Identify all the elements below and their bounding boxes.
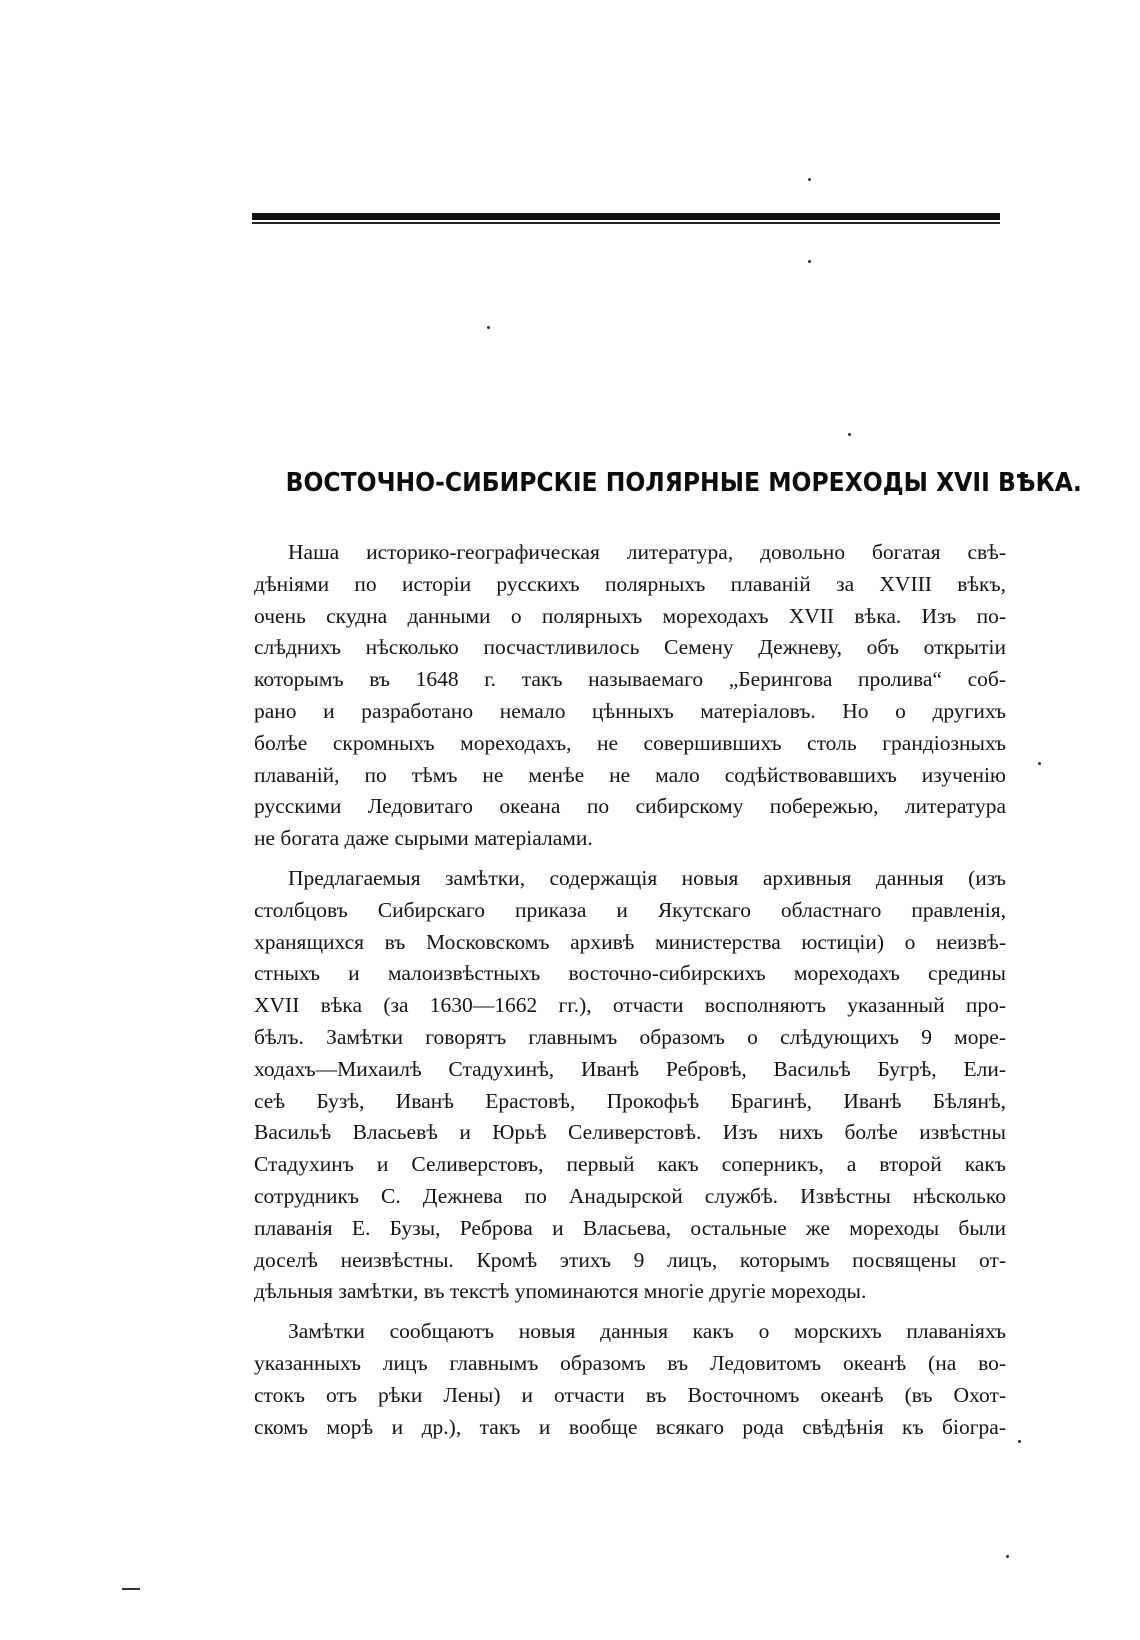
text-line: скомъ морѣ и др.), такъ и вообще всякаго рода свѣдѣнія къ біогра- <box>254 1414 1006 1439</box>
text-line: слѣднихъ нѣсколько посчастливилось Семену Дежневу, объ открытіи <box>254 635 1006 660</box>
text-line: Предлагаемыя замѣтки, содержащія новыя архивныя данныя (изъ <box>288 865 1006 890</box>
scan-speck <box>848 433 851 436</box>
text-line: Замѣтки сообщаютъ новыя данныя какъ о морскихъ плаваніяхъ <box>288 1319 1006 1344</box>
text-line: дѣльныя замѣтки, въ текстѣ упоминаются многіе другіе мореходы. <box>254 1279 867 1304</box>
text-line: указанныхъ лицъ главнымъ образомъ въ Ледовитомъ океанѣ (на во- <box>254 1350 1006 1375</box>
text-line: ходахъ—Михаилѣ Стадухинѣ, Иванѣ Ребровѣ, Васильѣ Бугрѣ, Ели- <box>254 1056 1006 1081</box>
text-line: XVII вѣка (за 1630—1662 гг.), отчасти восполняютъ указанный про- <box>254 993 1006 1018</box>
text-line: Стадухинъ и Селиверстовъ, первый какъ соперникъ, а второй какъ <box>254 1152 1006 1177</box>
text-line: Наша историко-географическая литература, довольно богатая свѣ- <box>288 540 1006 564</box>
text-line: дѣніями по исторіи русскихъ полярныхъ плаваній за XVIII вѣкъ, <box>254 571 1006 596</box>
scan-speck <box>808 178 811 181</box>
header-rule-thick <box>252 213 1000 220</box>
header-rule-thin <box>252 222 1000 224</box>
scan-speck <box>1018 1440 1021 1443</box>
text-line: бѣлъ. Замѣтки говорятъ главнымъ образомъ о слѣдующихъ 9 море- <box>254 1024 1006 1049</box>
text-line: рано и разработано немало цѣнныхъ матеріаловъ. Но о другихъ <box>254 698 1006 723</box>
text-line: русскими Ледовитаго океана по сибирскому побережью, литература <box>254 794 1006 819</box>
text-line: очень скудна данными о полярныхъ мореходахъ XVII вѣка. Изъ по- <box>254 603 1006 628</box>
margin-mark <box>122 1588 140 1590</box>
text-line: сотрудникъ С. Дежнева по Анадырской службѣ. Извѣстны нѣсколько <box>254 1183 1006 1208</box>
text-line: Васильѣ Власьевѣ и Юрьѣ Селиверстовѣ. Изъ нихъ болѣе извѣстны <box>254 1120 1006 1145</box>
paragraph <box>254 1316 1006 1443</box>
text-line: стокъ отъ рѣки Лены) и отчасти въ Восточномъ океанѣ (въ Охот- <box>254 1382 1006 1407</box>
scan-speck <box>1038 762 1041 765</box>
text-line: болѣе скромныхъ мореходахъ, не совершившихъ столь грандіозныхъ <box>254 730 1006 755</box>
text-line: хранящихся въ Московскомъ архивѣ министерства юстиціи) о неизвѣ- <box>254 929 1006 954</box>
paragraph <box>254 537 1006 855</box>
scan-speck <box>487 326 490 329</box>
text-line: плаванія Е. Бузы, Реброва и Власьева, остальные же мореходы были <box>254 1215 1006 1240</box>
text-line: доселѣ неизвѣстны. Кромѣ этихъ 9 лицъ, которымъ посвящены от- <box>254 1247 1006 1272</box>
text-line: стныхъ и малоизвѣстныхъ восточно-сибирскихъ мореходахъ средины <box>254 961 1006 986</box>
scan-speck <box>808 260 811 263</box>
scan-speck <box>1006 1555 1009 1558</box>
text-line: не богата даже сырыми матеріалами. <box>254 826 593 851</box>
text-line: столбцовъ Сибирскаго приказа и Якутскаго областнаго правленія, <box>254 897 1006 922</box>
paragraph <box>254 863 1006 1308</box>
header-rule <box>252 213 1000 224</box>
text-line: сеѣ Бузѣ, Иванѣ Ерастовѣ, Прокофьѣ Брагинѣ, Иванѣ Бѣлянѣ, <box>254 1088 1006 1113</box>
body-text <box>254 537 1006 1451</box>
chapter-title: ВОСТОЧНО-СИБИРСКІЕ ПОЛЯРНЫЕ МОРЕХОДЫ XVII ВѢКА. <box>285 468 1082 498</box>
text-line: плаваній, по тѣмъ не менѣе не мало содѣйствовавшихъ изученію <box>254 762 1006 787</box>
text-line: которымъ въ 1648 г. такъ называемаго „Берингова пролива“ соб- <box>254 667 1006 692</box>
